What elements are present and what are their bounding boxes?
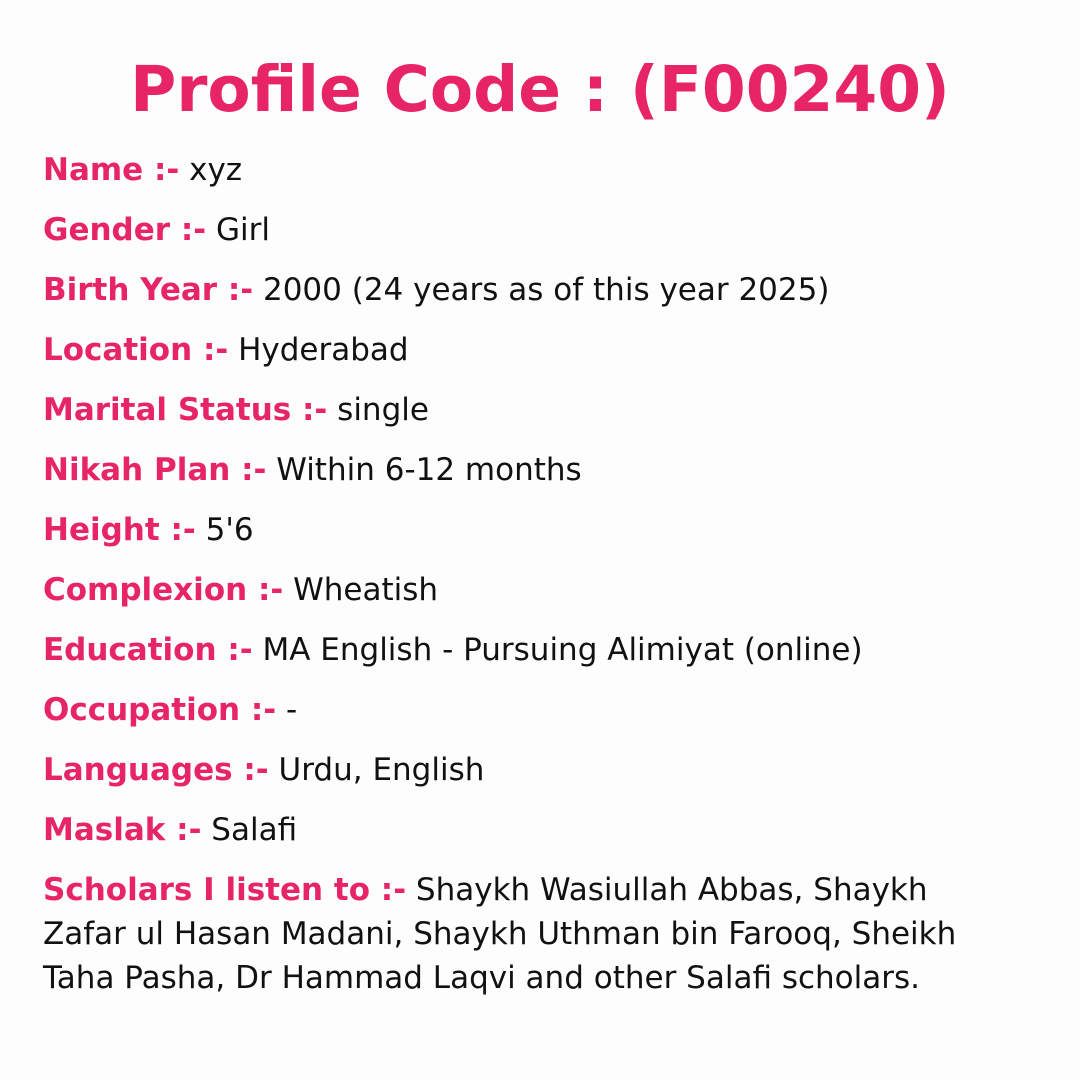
field-occupation (43, 688, 1033, 748)
field-label: Nikah Plan :- (43, 452, 267, 488)
field-scholars (43, 868, 1018, 1000)
field-location (43, 328, 1033, 388)
field-label: Birth Year :- (43, 272, 254, 308)
field-height (43, 508, 1033, 568)
field-value: Within 6-12 months (276, 452, 582, 488)
field-label: Complexion :- (43, 572, 284, 608)
field-label: Education :- (43, 632, 253, 668)
field-birth-year (43, 268, 1033, 328)
field-label: Maslak :- (43, 812, 202, 848)
field-languages (43, 748, 1033, 808)
field-label: Height :- (43, 512, 196, 548)
field-value: xyz (189, 152, 243, 188)
field-value: Shaykh Wasiullah Abbas, Shaykh Zafar ul Hasan Madani, Shaykh Uthman bin Farooq, Sheikh Taha Pasha, Dr Hammad Laqvi and other Salafi scholars. (43, 872, 957, 996)
field-value: 2000 (24 years as of this year 2025) (262, 272, 830, 308)
field-label: Scholars I listen to :- (43, 872, 407, 908)
field-gender (43, 208, 1033, 268)
field-name (43, 148, 1033, 208)
field-value: single (337, 392, 429, 428)
field-value: Wheatish (293, 572, 439, 608)
field-label: Gender :- (43, 212, 207, 248)
field-value: Salafi (211, 812, 298, 848)
field-value: 5'6 (205, 512, 254, 548)
field-complexion (43, 568, 1033, 628)
field-label: Languages :- (43, 752, 269, 788)
field-value: - (286, 692, 298, 728)
field-label: Occupation :- (43, 692, 277, 728)
field-label: Marital Status :- (43, 392, 328, 428)
page-title: Profile Code : (F00240) (130, 53, 950, 126)
field-value: MA English - Pursuing Alimiyat (online) (262, 632, 863, 668)
field-value: Girl (215, 212, 270, 248)
profile-fields (43, 148, 1033, 1000)
field-marital-status (43, 388, 1033, 448)
field-education (43, 628, 1033, 688)
field-maslak (43, 808, 1033, 868)
field-value: Hyderabad (238, 332, 409, 368)
field-label: Location :- (43, 332, 229, 368)
field-value: Urdu, English (278, 752, 485, 788)
field-nikah-plan (43, 448, 1033, 508)
field-label: Name :- (43, 152, 180, 188)
